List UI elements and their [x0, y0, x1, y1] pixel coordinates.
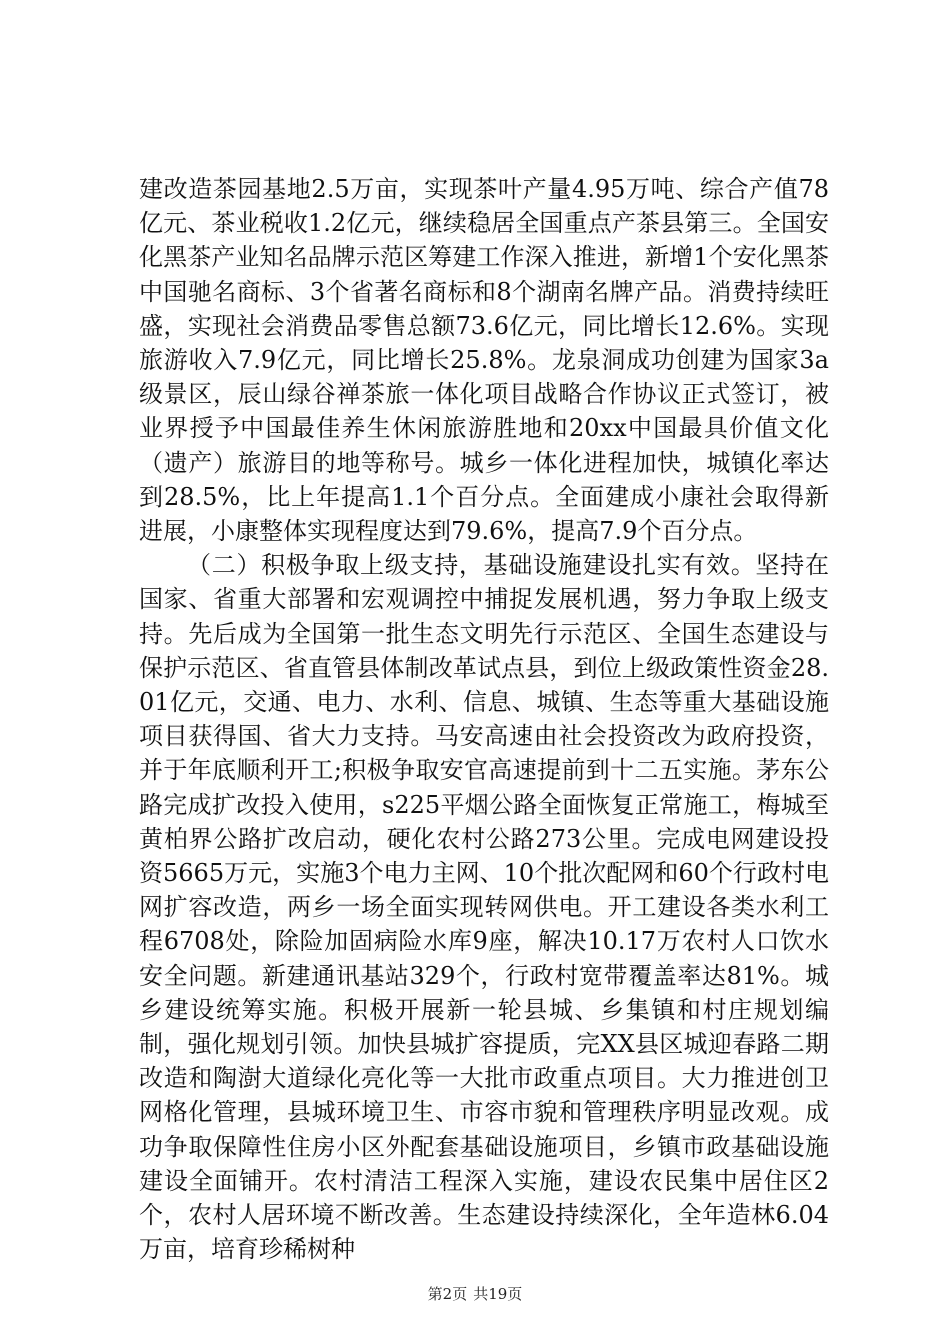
- page-number: 第2页: [427, 1285, 468, 1303]
- body-text: [139, 172, 829, 1267]
- paragraph-1: 建改造茶园基地2.5万亩，实现茶叶产量4.95万吨、综合产值78亿元、茶业税收1.2亿元，继续稳居全国重点产茶县第三。全国安化黑茶产业知名品牌示范区筹建工作深入推进，新增1个安化黑茶中国驰名商标、3个省著名商标和8个湖南名牌产品。消费持续旺盛，实现社会消费品零售总额73.6亿元，同比增长12.6%。实现旅游收入7.9亿元，同比增长25.8%。龙泉洞成功创建为国家3a级景区，辰山绿谷禅茶旅一体化项目战略合作协议正式签订，被业界授予中国最佳养生休闲旅游胜地和20xx中国最具价值文化（遗产）旅游目的地等称号。城乡一体化进程加快，城镇化率达到28.5%，比上年提高1.1个百分点。全面建成小康社会取得新进展，小康整体实现程度达到79.6%，提高7.9个百分点。: [139, 175, 829, 546]
- paragraph-2: （二）积极争取上级支持，基础设施建设扎实有效。坚持在国家、省重大部署和宏观调控中捕捉发展机遇，努力争取上级支持。先后成为全国第一批生态文明先行示范区、全国生态建设与保护示范区、省直管县体制改革试点县，到位上级政策性资金28.01亿元，交通、电力、水利、信息、城镇、生态等重大基础设施项目获得国、省大力支持。马安高速由社会投资改为政府投资，并于年底顺利开工;积极争取安官高速提前到十二五实施。茅东公路完成扩改投入使用，s225平烟公路全面恢复正常施工，梅城至黄柏界公路扩改启动，硬化农村公路273公里。完成电网建设投资5665万元，实施3个电力主网、10个批次配网和60个行政村电网扩容改造，两乡一场全面实现转网供电。开工建设各类水利工程6708处，除险加固病险水库9座，解决10.17万农村人口饮水安全问题。新建通讯基站329个，行政村宽带覆盖率达81%。城乡建设统筹实施。积极开展新一轮县城、乡集镇和村庄规划编制，强化规划引领。加快县城扩容提质，完XX县区城迎春路二期改造和陶澍大道绿化亮化等一大批市政重点项目。大力推进创卫网格化管理，县城环境卫生、市容市貌和管理秩序明显改观。成功争取保障性住房小区外配套基础设施项目，乡镇市政基础设施建设全面铺开。农村清洁工程深入实施，建设农民集中居住区2个，农村人居环境不断改善。生态建设持续深化，全年造林6.04万亩，培育珍稀树种: [139, 551, 829, 1264]
- page-footer: [0, 1284, 950, 1304]
- page-total: 共19页: [473, 1285, 523, 1303]
